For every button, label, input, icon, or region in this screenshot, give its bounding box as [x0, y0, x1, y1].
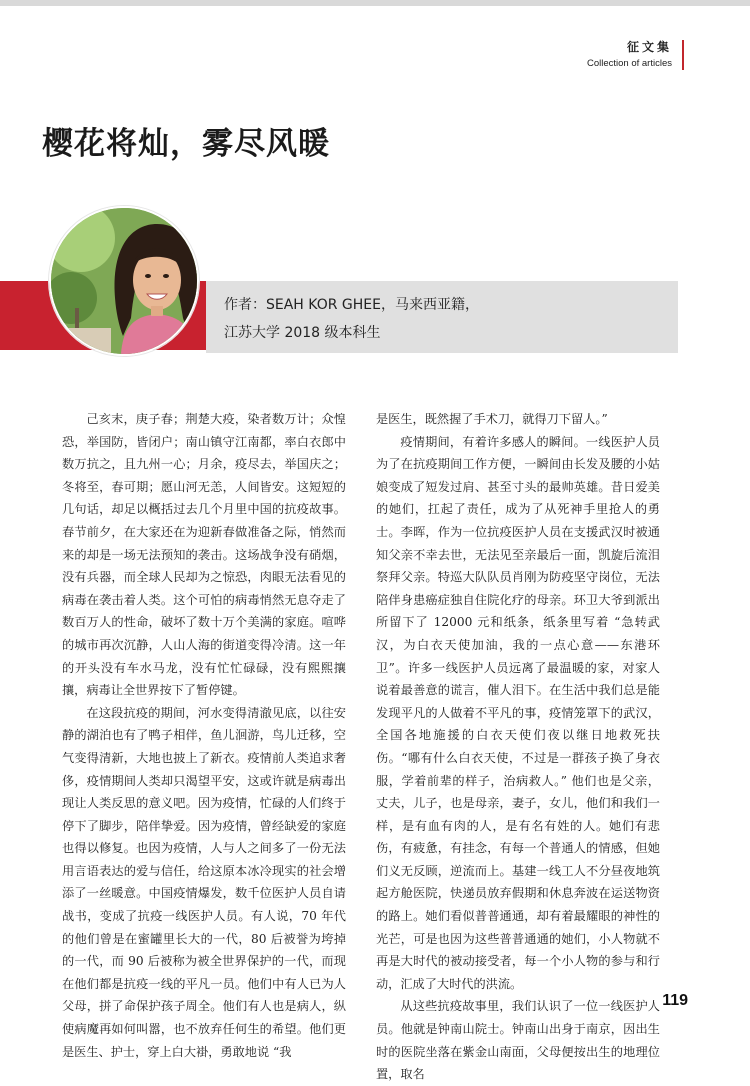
section-header: [587, 38, 672, 69]
section-title-en: Collection of articles: [586, 58, 672, 69]
author-line-1: 作者：SEAH KOR GHEE，马来西亚籍，: [224, 297, 479, 313]
author-line-2: 江苏大学 2018 级本科生: [224, 325, 381, 341]
top-scan-band: [0, 0, 750, 6]
author-info-box: [206, 281, 678, 353]
article-title: 樱花将灿，雾尽风暖: [42, 126, 330, 162]
paragraph: 从这些抗疫故事里，我们认识了一位一线医护人员。他就是钟南山院士。钟南山出身于南京，因出生时的医院坐落在紫金山南面，父母便按出生的地理位置，取名: [376, 999, 660, 1082]
body-column-left: [62, 408, 346, 1063]
page-number: 119: [662, 992, 688, 1009]
section-title-cn: 征文集: [626, 40, 672, 54]
body-column-right: [376, 408, 660, 1086]
paragraph: 在这段抗疫的期间，河水变得清澈见底，以往安静的湖泊也有了鸭子相伴，鱼儿洄游，鸟儿迁移，空气变得清新，大地也披上了新衣。疫情前人类追求奢侈，疫情期间人类却只渴望平安，这或许就是病毒出现让人类反思的意义吧。因为疫情，忙碌的人们终于停下了脚步，陪伴挚爱。因为疫情，曾经缺爱的家庭也得以修复。也因为疫情，人与人之间多了一份无法用言语表达的爱与信任，给这原本冰冷现实的社会增添了一丝暖意。中国疫情爆发，数千位医护人员自请战书，变成了抗疫一线医护人员。有人说，70 年代的他们曾是在蜜罐里长大的一代，80 后被誉为垮掉的一代，而 90 后被称为被全世界保护的一代，而现在他们都是抗疫一线的平凡一员。他们中有人已为人父母，拼了命保护孩子周全。他们有人也是病人，纵使病魔再如何叫嚣，也不放弃任何生的希望。他们更是医生、护士，穿上白大褂，勇敢地说 “我: [62, 705, 346, 1059]
author-photo: [49, 206, 199, 356]
section-accent-bar: [682, 40, 684, 70]
author-portrait-illustration: [51, 208, 197, 354]
paragraph: 疫情期间，有着许多感人的瞬间。一线医护人员为了在抗疫期间工作方便，一瞬间由长发及腰的小姑娘变成了短发过肩、甚至寸头的最帅英雄。昔日爱美的她们，扛起了责任，成为了从死神手里抢人的勇士。李晖，作为一位抗疫医护人员在支援武汉时被通知父亲不幸去世，无法见至亲最后一面，凯旋后流泪祭拜父亲。特巡大队队员肖刚为防疫坚守岗位，无法陪伴身患癌症独自住院化疗的母亲。环卫大爷到派出所留下了 12000 元和纸条，纸条里写着 “急转武汉，为白衣天使加油，我的一点心意——东港环卫”。许多一线医护人员远离了最温暖的家，对家人说着最善意的谎言，催人泪下。在生活中我们总是能发现平凡的人做着不平凡的事，疫情笼罩下的武汉，全国各地施援的白衣天使们夜以继日地救死扶伤。“哪有什么白衣天使，不过是一群孩子换了身衣服，学着前辈的样子，治病救人。” 他们也是父亲，丈夫，儿子，也是母亲，妻子，女儿，他们和我们一样，是有血有肉的人，是有名有姓的人。她们有悲伤，有疲惫，有挂念，有每一个普通人的情感，但她们义无反顾，逆流而上。基建一线工人不分昼夜地筑起方舱医院，快递员放弃假期和休息奔波在运送物资的路上。她们看似普普通通，却有着最耀眼的神性的光芒，可是也因为这些普普通通的她们，小人物就不再是大时代的被动接受者，每一个小人物的参与和行动，汇成了大时代的洪流。: [376, 434, 660, 991]
paragraph-continuation: 是医生，既然握了手术刀，就得刀下留人。”: [376, 412, 608, 426]
paragraph: 己亥末，庚子春；荆楚大疫，染者数万计；众惶恐，举国防，皆闭户；南山镇守江南都，率白衣郎中数万抗之，且九州一心；月余，疫尽去，举国庆之；冬将至，春可期；愿山河无恙，人间皆安。这短短的几句话，却足以概括过去几个月里中国的抗疫故事。春节前夕，在大家还在为迎新春做准备之际，悄然而来的却是一场无法预知的袭击。这场战争没有硝烟，没有兵器，而全球人民却为之惊恐，肉眼无法看见的病毒在袭击着人类。这个可怕的病毒悄然无息夺走了数百万人的性命，破坏了数十万个美满的家庭。喧哗的城市再次沉静，人山人海的街道变得冷清。这一年的开头没有车水马龙，没有忙忙碌碌，没有熙熙攘攘，病毒让全世界按下了暂停键。: [62, 412, 346, 698]
